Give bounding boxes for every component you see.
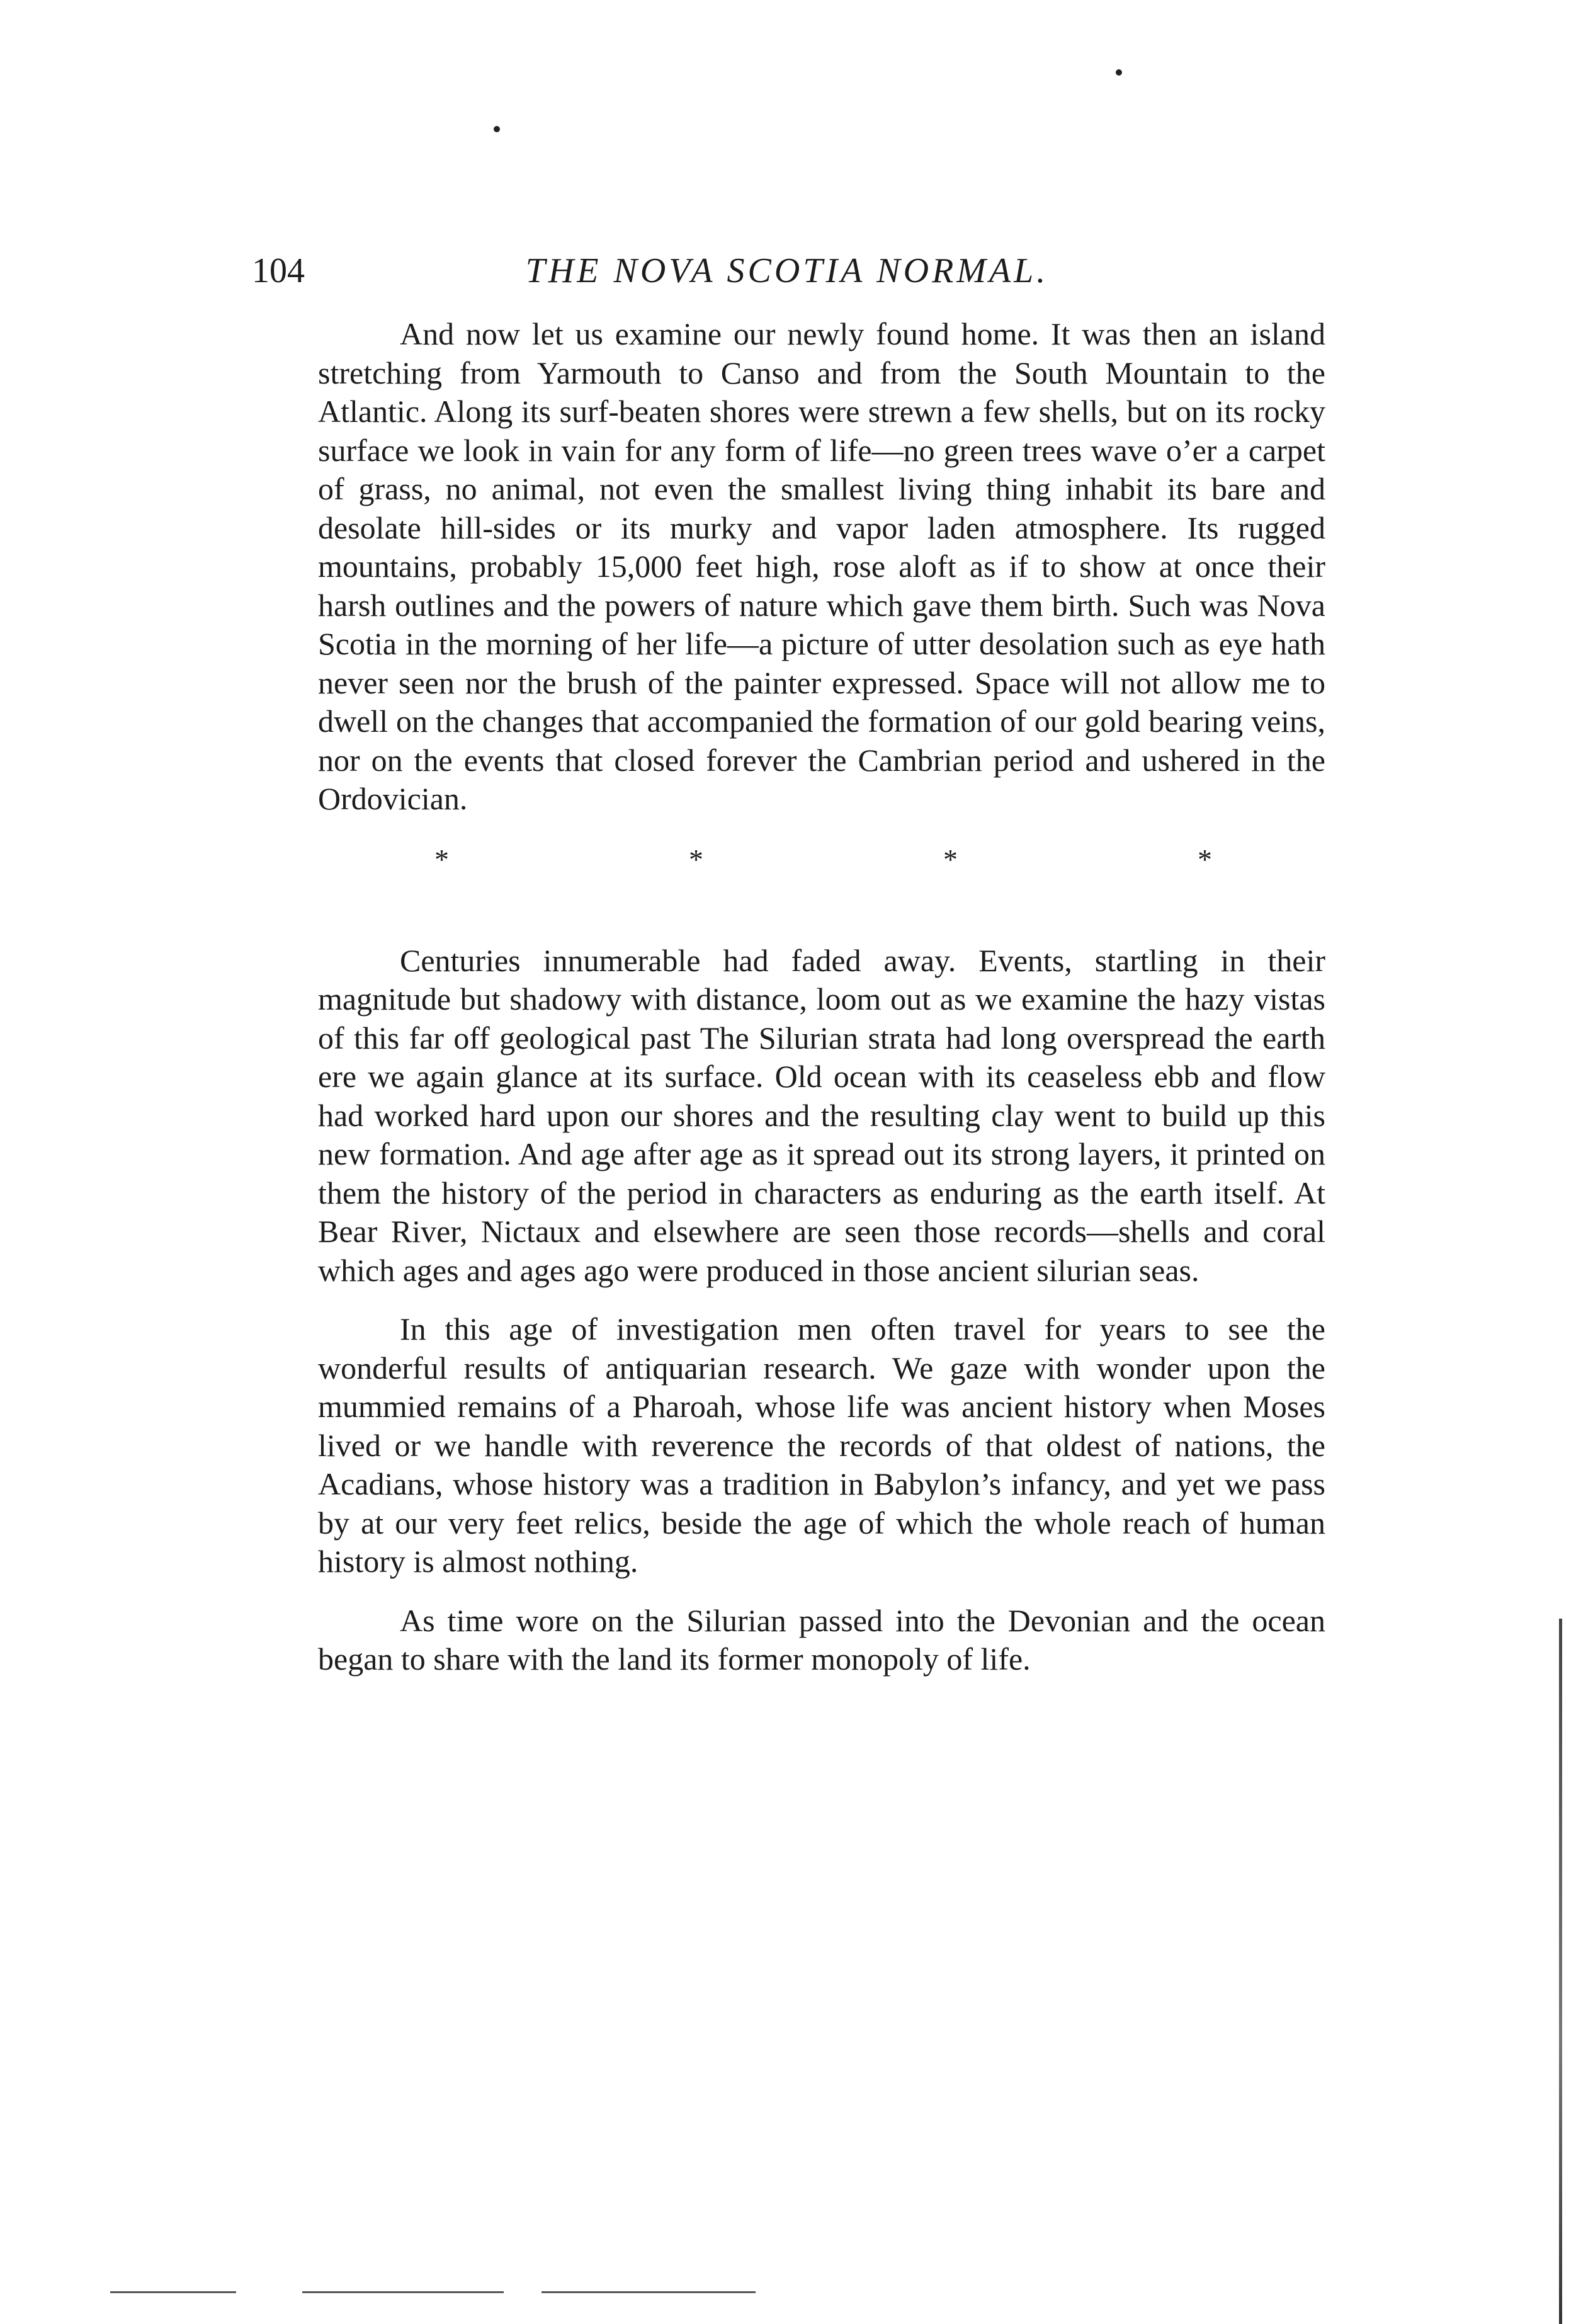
article-body: [318, 315, 1325, 1679]
ink-speck: [494, 126, 500, 132]
scan-edge-rule: [110, 2291, 236, 2293]
running-title: THE NOVA SCOTIA NORMAL.: [525, 251, 1049, 290]
binding-edge-mark: [1559, 1619, 1562, 2324]
asterisk-mark: *: [1198, 843, 1212, 875]
page-header: [252, 242, 1322, 299]
page-number: 104: [252, 251, 305, 290]
paragraph: Centuries innumerable had faded away. Events, startling in their magnitude but shadowy with distance, loom out as we examine the hazy vistas of this far off geological past The Silurian strata had long overspread the earth ere we again glance at its surface. Old ocean with its ceaseless ebb and flow had worked hard upon our shores and the resulting clay went to build up this new formation. And age after age as it spread out its strong layers, it printed on them the history of the period in characters as enduring as the earth itself. At Bear River, Nictaux and elsewhere are seen those records—shells and coral which ages and ages ago were produced in those ancient silurian seas.: [318, 942, 1325, 1288]
paragraph: In this age of investigation men often travel for years to see the wonderful results of antiquarian research. We gaze with wonder upon the mummied remains of a Pharoah, whose life was ancient history when Moses lived or we handle with reverence the records of that oldest of nations, the Acadians, whose history was a tradition in Babylon’s infancy, and yet we pass by at our very feet relics, beside the age of which the whole reach of human history is almost nothing.: [318, 1311, 1325, 1579]
asterisk-mark: *: [434, 843, 449, 875]
asterisk-mark: *: [689, 843, 703, 875]
ink-speck: [1116, 69, 1122, 76]
paragraph: And now let us examine our newly found home. It was then an island stretching from Yarmouth to Canso and from the South Mountain to the Atlantic. Along its surf-beaten shores were strewn a few shells, but on its rocky surface we look in vain for any form of life—no green trees wave o’er a carpet of grass, no animal, not even the smallest living thing inhabit its bare and desolate hill-sides or its murky and vapor laden atmosphere. Its rugged mountains, probably 15,000 feet high, rose aloft as if to show at once their harsh outlines and the powers of nature which gave them birth. Such was Nova Scotia in the morning of her life—a picture of utter desolation such as eye hath never seen nor the brush of the painter expressed. Space will not allow me to dwell on the changes that accompanied the formation of our gold bearing veins, nor on the events that closed forever the Cambrian period and ushered in the Ordovician.: [318, 316, 1325, 816]
scan-edge-rule: [302, 2291, 504, 2293]
asterisk-mark: *: [943, 843, 958, 875]
section-separator: [318, 841, 1325, 879]
paragraph: As time wore on the Silurian passed into the Devonian and the ocean began to share with the land its former monopoly of life.: [318, 1602, 1325, 1677]
scan-edge-rule: [541, 2291, 756, 2293]
